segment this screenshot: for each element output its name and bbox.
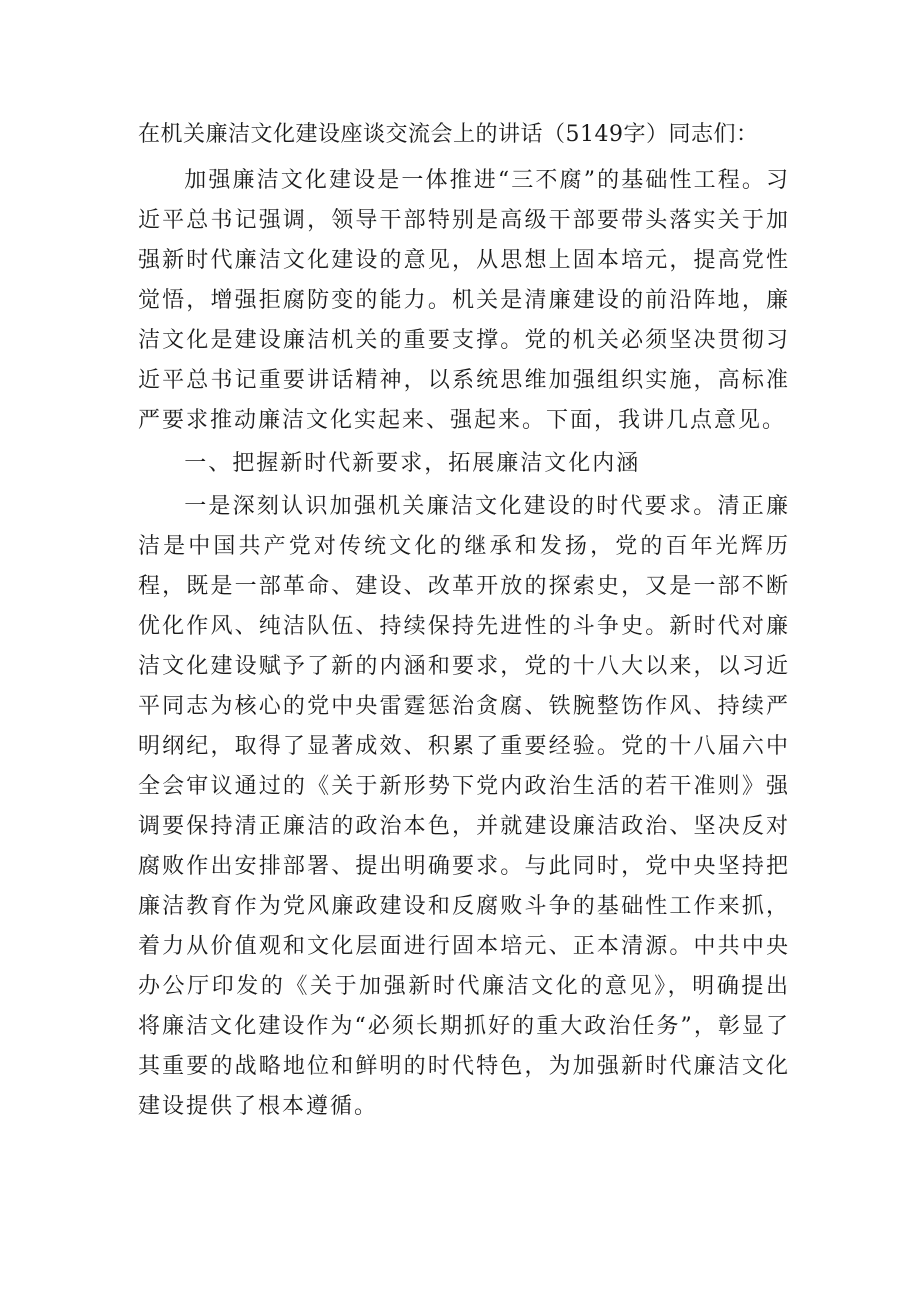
section-paragraph: 一是深刻认识加强机关廉洁文化建设的时代要求。清正廉洁是中国共产党对传统文化的继承和发扬，党的百年光辉历程，既是一部革命、建设、改革开放的探索史，又是一部不断优化作风、纯洁队伍、持续保持先进性的斗争史。新时代对廉洁文化建设赋予了新的内涵和要求，党的十八大以来，以习近平同志为核心的党中央雷霆惩治贪腐、铁腕整饬作风、持续严明纲纪，取得了显著成效、积累了重要经验。党的十八届六中全会审议通过的《关于新形势下党内政治生活的若干准则》强调要保持清正廉洁的政治本色，并就建设廉洁政治、坚决反对腐败作出安排部署、提出明确要求。与此同时，党中央坚持把廉洁教育作为党风廉政建设和反腐败斗争的基础性工作来抓，着力从价值观和文化层面进行固本培元、正本清源。中共中央办公厅印发的《关于加强新时代廉洁文化的意见》，明确提出将廉洁文化建设作为“必须长期抓好的重大政治任务”，彰显了其重要的战略地位和鲜明的时代特色，为加强新时代廉洁文化建设提供了根本遵循。 — [138, 494, 790, 1119]
document-title-line: 在机关廉洁文化建设座谈交流会上的讲话（5149字）同志们： — [138, 122, 759, 147]
section-heading: 一、把握新时代新要求，拓展廉洁文化内涵 — [184, 451, 641, 476]
document-body — [138, 112, 790, 1127]
intro-paragraph: 加强廉洁文化建设是一体推进“三不腐”的基础性工程。习近平总书记强调，领导干部特别是高级干部要带头落实关于加强新时代廉洁文化建设的意见，从思想上固本培元，提高党性觉悟，增强拒腐防变的能力。机关是清廉建设的前沿阵地，廉洁文化是建设廉洁机关的重要支撑。党的机关必须坚决贯彻习近平总书记重要讲话精神，以系统思维加强组织实施，高标准严要求推动廉洁文化实起来、强起来。下面，我讲几点意见。 — [138, 168, 790, 433]
